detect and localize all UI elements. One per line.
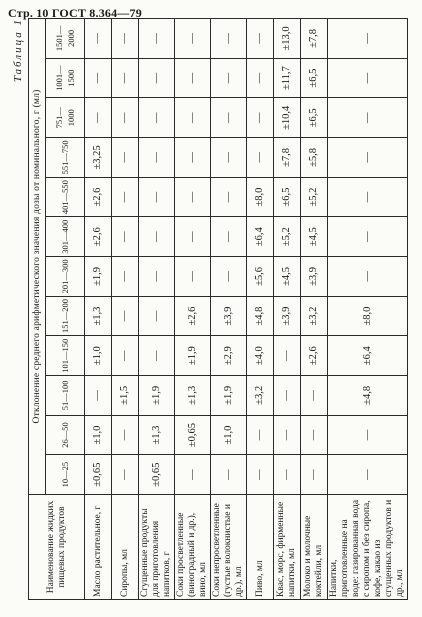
range-header: 551—750 (46, 138, 85, 178)
deviation-value: ±4,5 (274, 257, 301, 297)
deviation-value: ±6,5 (274, 177, 301, 217)
deviation-value: — (175, 58, 211, 98)
range-header: 1501—2000 (46, 19, 85, 59)
deviation-value: ±0,65 (175, 415, 211, 455)
deviation-value: — (139, 177, 175, 217)
deviation-value: ±5,8 (301, 138, 328, 178)
deviation-value: — (328, 138, 408, 178)
deviation-value: ±1,3 (85, 296, 112, 336)
deviation-value: ±1,0 (85, 336, 112, 376)
deviation-value: ±2,6 (85, 217, 112, 257)
table-row (301, 19, 328, 600)
deviation-value: ±1,9 (85, 257, 112, 297)
range-header: 51—100 (46, 376, 85, 416)
deviation-value: — (112, 336, 139, 376)
deviation-value: ±7,8 (274, 138, 301, 178)
deviation-value: — (211, 138, 247, 178)
deviation-value: — (175, 98, 211, 138)
deviation-value: ±2,6 (301, 336, 328, 376)
deviation-value: ±5,2 (301, 177, 328, 217)
deviation-value: — (175, 257, 211, 297)
product-name: Напитки, приготовленные на воде: газированная вода с сиропом и без сиропа, кофе, какао из сгущенных продуктов и др., мл (328, 495, 408, 600)
name-column-header: Наименование жидких пищевых продуктов (29, 495, 85, 600)
deviation-value: — (328, 217, 408, 257)
deviation-value: ±1,0 (85, 415, 112, 455)
deviation-value: — (247, 58, 274, 98)
deviation-value: — (112, 98, 139, 138)
deviation-value: — (85, 98, 112, 138)
deviation-value: ±8,0 (328, 296, 408, 336)
deviation-value: — (175, 455, 211, 495)
product-name: Сиропы, мл (112, 495, 139, 600)
deviation-value: ±1,3 (175, 376, 211, 416)
deviation-value: — (247, 138, 274, 178)
deviation-value: ±1,9 (175, 336, 211, 376)
deviation-value: — (139, 58, 175, 98)
deviation-value: — (211, 98, 247, 138)
product-name: Молоко и молочные коктейли, мл (301, 495, 328, 600)
deviation-value: ±4,8 (247, 296, 274, 336)
product-name: Соки непросветленные (густые волокнистые и др.), мл (211, 495, 247, 600)
deviation-value: — (175, 177, 211, 217)
page-header: Стр. 10 ГОСТ 8.364—79 (8, 6, 142, 20)
deviation-value: ±2,6 (85, 177, 112, 217)
deviation-value: — (274, 415, 301, 455)
deviation-value: — (112, 415, 139, 455)
deviation-value: — (211, 58, 247, 98)
deviation-value: ±3,25 (85, 138, 112, 178)
deviation-value: — (112, 177, 139, 217)
table-row (112, 19, 139, 600)
product-name: Соки просветленные (виноградный и др.), вино, мл (175, 495, 211, 600)
deviation-value: ±2,6 (175, 296, 211, 336)
deviation-value: — (112, 455, 139, 495)
deviation-value: — (211, 455, 247, 495)
deviation-value: — (112, 257, 139, 297)
deviation-value: ±6,4 (247, 217, 274, 257)
deviation-value: — (112, 19, 139, 59)
deviation-value: ±4,0 (247, 336, 274, 376)
deviation-value: ±8,0 (247, 177, 274, 217)
table-label: Таблица 1 (12, 18, 24, 83)
deviation-value: — (247, 455, 274, 495)
deviation-value: ±4,5 (301, 217, 328, 257)
deviation-value: ±0,65 (85, 455, 112, 495)
deviation-value: ±1,9 (139, 376, 175, 416)
product-name: Сгущенные продукты для приготовления напитков, г (139, 495, 175, 600)
deviation-value: — (328, 177, 408, 217)
table-row (175, 19, 211, 600)
deviation-value: ±6,5 (301, 58, 328, 98)
deviation-value: — (175, 217, 211, 257)
deviation-value: — (211, 257, 247, 297)
deviation-value: — (139, 138, 175, 178)
deviation-value: ±5,6 (247, 257, 274, 297)
deviation-value: ±3,2 (247, 376, 274, 416)
deviation-value: — (112, 217, 139, 257)
product-name: Квас, морс, фирменные напитки, мл (274, 495, 301, 600)
deviation-value: — (139, 296, 175, 336)
deviation-value: — (301, 376, 328, 416)
deviation-value: ±3,9 (274, 296, 301, 336)
range-header: 301—400 (46, 217, 85, 257)
deviation-value: — (328, 19, 408, 59)
deviation-value: — (139, 257, 175, 297)
deviation-value: — (139, 98, 175, 138)
table-body (85, 19, 408, 600)
table-row (211, 19, 247, 600)
range-header: 201—300 (46, 257, 85, 297)
deviation-value: ±3,2 (301, 296, 328, 336)
deviation-value: — (139, 217, 175, 257)
range-header: 10—25 (46, 455, 85, 495)
deviation-value: — (301, 415, 328, 455)
deviation-value: ±3,9 (301, 257, 328, 297)
deviation-value: ±6,4 (328, 336, 408, 376)
deviation-value: ±10,4 (274, 98, 301, 138)
deviation-value: — (85, 376, 112, 416)
table-row (85, 19, 112, 600)
deviation-value: — (139, 336, 175, 376)
deviation-value: ±1,9 (211, 376, 247, 416)
rotated-table-block (12, 18, 408, 600)
deviation-value: ±1,3 (139, 415, 175, 455)
deviation-value: — (328, 415, 408, 455)
deviation-value: ±13,0 (274, 19, 301, 59)
table-row (139, 19, 175, 600)
deviation-value: — (247, 415, 274, 455)
range-header: 101—150 (46, 336, 85, 376)
deviation-value: ±5,2 (274, 217, 301, 257)
deviation-value: — (112, 138, 139, 178)
deviation-value: ±4,8 (328, 376, 408, 416)
deviation-value: ±2,9 (211, 336, 247, 376)
table-row (328, 19, 408, 600)
deviation-value: ±3,9 (211, 296, 247, 336)
deviation-value: — (328, 58, 408, 98)
deviation-value: — (274, 455, 301, 495)
deviation-value: — (85, 19, 112, 59)
range-header: 401—550 (46, 177, 85, 217)
range-header: 151—200 (46, 296, 85, 336)
deviation-value: — (112, 296, 139, 336)
deviation-value: — (328, 455, 408, 495)
deviation-value: ±11,7 (274, 58, 301, 98)
deviation-value: ±7,8 (301, 19, 328, 59)
deviation-value: ±6,5 (301, 98, 328, 138)
deviation-value: — (211, 217, 247, 257)
range-header: 1001—1500 (46, 58, 85, 98)
deviation-value: — (301, 455, 328, 495)
deviation-value: — (328, 98, 408, 138)
deviation-value: — (139, 19, 175, 59)
deviation-value: — (247, 19, 274, 59)
deviation-value: — (274, 376, 301, 416)
tolerance-table (28, 18, 408, 600)
deviation-value: — (211, 19, 247, 59)
table-row (274, 19, 301, 600)
range-header: 751—1000 (46, 98, 85, 138)
deviation-value: — (328, 257, 408, 297)
product-name: Пиво, мл (247, 495, 274, 600)
deviation-value: — (175, 138, 211, 178)
deviation-value: — (175, 19, 211, 59)
deviation-value: ±1,5 (112, 376, 139, 416)
deviation-value: — (247, 98, 274, 138)
deviation-group-header: Отклонение среднего арифметического значения дозы от номинального, г (мл) (29, 19, 46, 495)
deviation-value: — (211, 177, 247, 217)
deviation-value: — (85, 58, 112, 98)
table-row (247, 19, 274, 600)
deviation-value: — (274, 336, 301, 376)
range-header: 26—50 (46, 415, 85, 455)
deviation-value: — (112, 58, 139, 98)
product-name: Масло растительное, г (85, 495, 112, 600)
deviation-value: ±0,65 (139, 455, 175, 495)
group-header-row (29, 19, 46, 600)
deviation-value: ±1,0 (211, 415, 247, 455)
